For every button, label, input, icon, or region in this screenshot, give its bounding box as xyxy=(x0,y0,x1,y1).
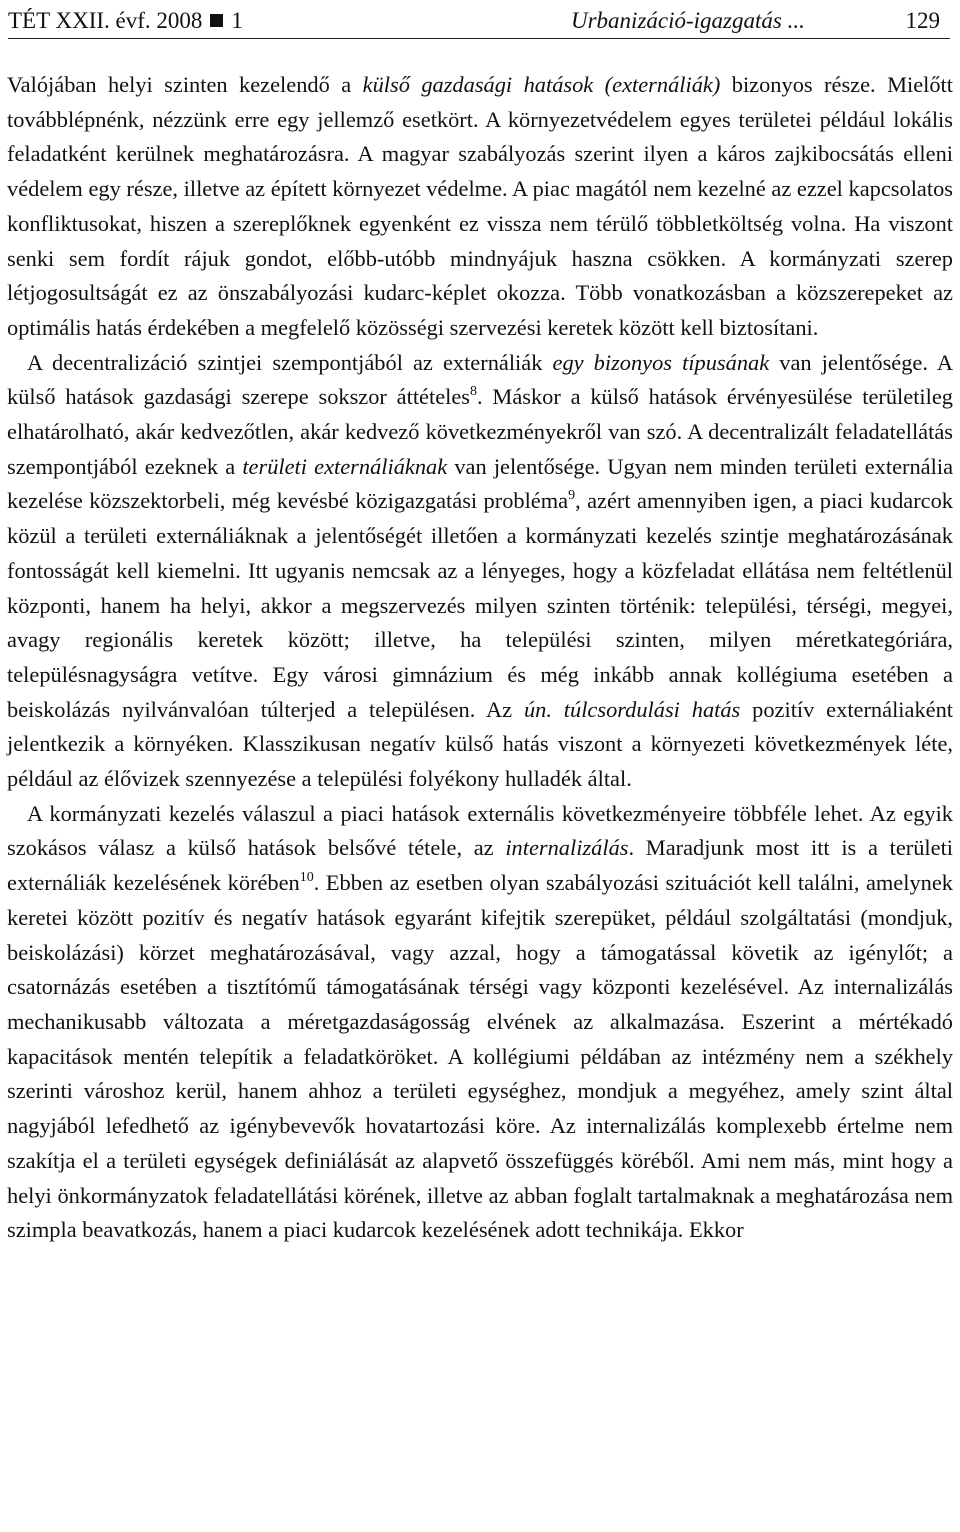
italic-term: területi externáliáknak xyxy=(242,453,448,479)
text-run: bizonyos része. Mielőtt továbblépnénk, nézzünk erre egy jellemző esetkört. A környezetvédelem egyes területei például lokális feladatként kerülnek meghatározásra. A magyar szabályozás szerint ilyen a káros zajkibocsátás elleni védelem egy része, illetve az épített környezet védelme. A piac magától nem kezelné az ezzel kapcsolatos konfliktusokat, hiszen a szereplőknek egyenként ez vissza nem térülő többletköltség volna. Ha viszont senki sem fordít rájuk gondot, előbb-utóbb mindnyájuk haszna csökken. A kormányzati szerep létjogosultságát ez az önszabályozási kudarc-képlet okozza. Több vonatkozásban a közszerepeket az optimális hatás érdekében a megfelelő közösségi szervezési keretek között kell biztosítani. xyxy=(7,72,953,340)
issue-number: 1 xyxy=(231,8,243,33)
journal-citation xyxy=(8,4,243,38)
italic-term: internalizálás xyxy=(505,835,629,861)
article-body xyxy=(7,68,953,1248)
text-run: van jelentősége. Ugyan nem minden területi externália kezelése közszektorbeli, még kevésbé közigazgatási probléma xyxy=(7,453,954,514)
footnote-ref: 9 xyxy=(568,488,576,504)
text-run: A kormányzati kezelés válaszul a piaci hatások externális következményeire többféle lehet. Az egyik szokásos válasz a külső hatások belsővé tétele, az xyxy=(7,800,953,861)
text-run: . Ebben az esetben olyan szabályozási szituációt kell találni, amelynek keretei között pozitív és negatív hatások egyaránt kifejtik szerepüket, például szolgáltatási (mondjuk, beiskolázási) körzet meghatározásával, vagy azzal, hogy a támogatással követik az igénylőt; a csatornázás esetében a tisztítómű támogatásának térségi vagy központi kezelésével. Az internalizálás mechanikusabb változata a méretgazdaságosság elvének az alkalmazása. Eszerint a mértékadó kapacitások mentén telepítik a feladatköröket. A kollégiumi példában az intézmény nem a székhely szerinti városhoz kerül, hanem ahhoz a területi egységhez, mondjuk a megyéhez, amely szint által nagyjából lefedhető az igénybevevők hovatartozási köre. Az internalizálás komplexebb értelme nem szakítja el a területi egységek definiálását az alapvető összefüggés köréből. Ami nem más, mint hogy a helyi önkormányzatok feladatellátási körének, illetve az abban foglalt tartalmaknak a meghatározása nem szimpla beavatkozás, hanem a piaci kudarcok kezelésének adott technikája. Ekkor xyxy=(7,870,953,1243)
text-run: . Maradjunk most itt is a területi externáliák kezelésének körében xyxy=(7,835,954,896)
page-number: 129 xyxy=(905,8,940,33)
footnote-ref: 8 xyxy=(470,384,478,400)
text-run: . Máskor a külső hatások érvényesülése területileg elhatárolható, akár kedvezőtlen, akár kedvező következményekről van szó. A decentralizált feladatellátás szempontjából ezeknek a xyxy=(7,384,953,479)
running-title: Urbanizáció-igazgatás ... xyxy=(571,8,805,33)
text-run: , azért amennyiben igen, a piaci kudarcok közül a területi externáliáknak a jelentőségét illetően a kormányzati kezelés szintje meghatározásának fontosságát kell kiemelni. Itt ugyanis nemcsak az a lényeges, hogy a közfeladat ellátása nem feltétlenül központi, hanem ha helyi, akkor a megszervezés milyen szinten történik: települési, térségi, megyei, avagy regionális keretek között; illetve, ha települési szinten, milyen méretkategóriára, településnagyságra vetítve. Egy városi gimnázium és még inkább annak kollégiuma esetében a beiskolázás nyilvánvalóan túlterjed a településen. Az xyxy=(7,488,953,722)
italic-term: külső gazdasági hatások (externáliák) xyxy=(362,72,721,97)
text-run: pozitív externáliaként jelentkezik a környéken. Klasszikusan negatív külső hatás viszont a környezeti következmények léte, például az élővizek szennyezése a települési folyékony hulladék által. xyxy=(7,696,953,792)
text-run: Valójában helyi szinten kezelendő a xyxy=(7,72,363,97)
paragraph-2 xyxy=(7,346,953,797)
footnote-ref: 10 xyxy=(299,870,314,886)
running-header xyxy=(8,4,950,39)
square-bullet-icon xyxy=(210,14,223,27)
journal-title: TÉT XXII. évf. 2008 xyxy=(8,8,203,33)
italic-term: egy bizonyos típusának xyxy=(552,349,770,375)
text-run: van jelentősége. A külső hatások gazdasági szerepe sokszor áttételes xyxy=(7,349,953,410)
paragraph-3 xyxy=(7,797,953,1248)
paragraph-1 xyxy=(7,68,953,346)
italic-term: ún. túlcsordulási hatás xyxy=(523,696,741,722)
text-run: A decentralizáció szintjei szempontjából az externáliák xyxy=(27,349,553,375)
